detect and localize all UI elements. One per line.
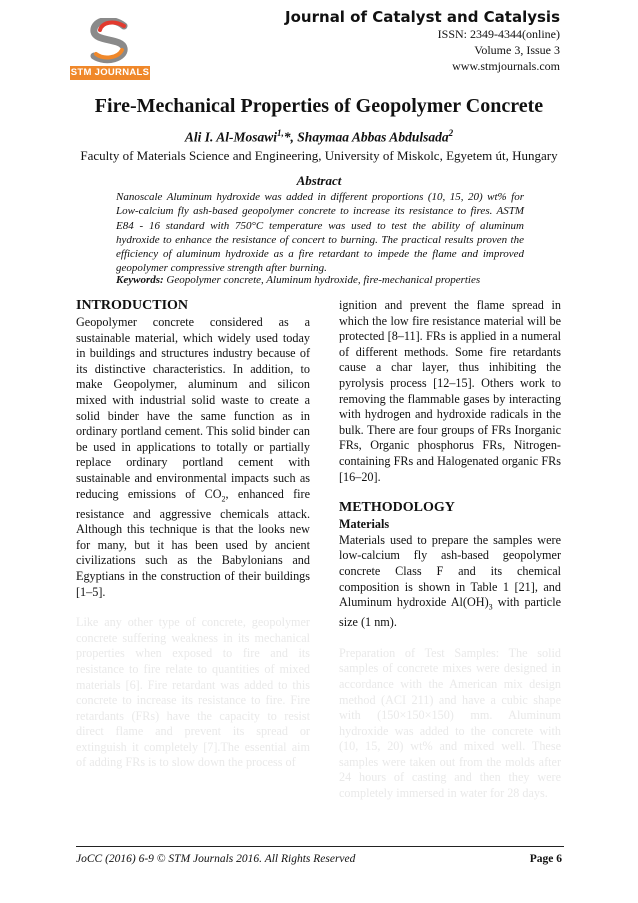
right-column bbox=[339, 298, 561, 802]
left-column bbox=[76, 298, 310, 771]
materials-heading: Materials bbox=[339, 517, 390, 532]
volume-issue: Volume 3, Issue 3 bbox=[474, 43, 560, 57]
intro-text-part-2: , enhanced fire resistance and aggressive chemicals attack. Although this technique is that the looks new for many, but it has been used by ancient civilizations such as the Babylonians and Egyptians in the construction of their buildings [1–5]. bbox=[76, 486, 310, 599]
methodology-heading: METHODOLOGY bbox=[339, 500, 455, 516]
publisher-logo bbox=[70, 18, 150, 84]
author-1-affil: 1, bbox=[277, 128, 284, 138]
logo-brand-text: STM JOURNALS bbox=[70, 67, 150, 78]
page-number: Page 6 bbox=[529, 853, 562, 865]
faded-paragraph-left: Like any other type of concrete, geopolymer concrete suffering weakness in its mechanical properties when exposed to fire and its resistance to fire relate to quantities of mixed materials [6]. Fire retardant was added to this concrete to increase its resistance to fire. Fire retardants (FRs) have the capacity to resist direct flame and prevent its spread or extinguish it completely [7].The essential aim of adding FRs is to slow down the process of bbox=[76, 615, 310, 770]
affiliation: Faculty of Materials Science and Engineering, University of Miskolc, Egyetem út, Hungary bbox=[80, 148, 558, 163]
authors bbox=[0, 128, 638, 146]
introduction-paragraph bbox=[76, 315, 310, 600]
author-1: Ali I. Al-Mosawi bbox=[184, 129, 278, 145]
intro-text-part-1: Geopolymer concrete considered as a sustainable material, which widely used today in buildings and structures industry because of its distinctive characteristics. In addition, to make Geopolymer, aluminum and silicon mixed with industrial solid waste to create a solid binder have the same function as in ordinary portland cement. This solid binder can be used in applications to totally or partially replace ordinary portland cement with sustainable and environmental impacts such as reducing emissions of CO bbox=[76, 315, 310, 501]
journal-title: Journal of Catalyst and Catalysis bbox=[285, 8, 560, 26]
abstract-heading: Abstract bbox=[296, 173, 342, 188]
introduction-heading: INTRODUCTION bbox=[76, 298, 189, 313]
website-link[interactable]: www.stmjournals.com bbox=[452, 59, 560, 73]
keywords bbox=[116, 274, 546, 286]
co2-subscript: 2 bbox=[221, 493, 226, 503]
keywords-label: Keywords: bbox=[116, 274, 164, 286]
materials-text-part-2: with particle size (1 nm). bbox=[339, 595, 561, 630]
materials-paragraph bbox=[339, 533, 561, 631]
faded-paragraph-right: Preparation of Test Samples: The solid samples of concrete mixes were designed in accordance with the American mix design method (ACI 211) and have a cubic shape with (150×150×150) mm. Aluminum hydroxide was added to the concrete with (10, 15, 20) wt% and mixed well. These samples were taken out from the molds after 24 hours of casting and then they were completely immersed in water for 28 days. bbox=[339, 645, 561, 801]
footer-divider bbox=[76, 846, 564, 847]
paper-title: Fire-Mechanical Properties of Geopolymer Concrete bbox=[94, 95, 544, 117]
author-2: *, Shaymaa Abbas Abdulsada bbox=[283, 129, 449, 145]
stm-logo-icon bbox=[84, 18, 136, 64]
author-2-affil: 2 bbox=[448, 128, 454, 138]
keywords-text: Geopolymer concrete, Aluminum hydroxide, fire-mechanical properties bbox=[166, 274, 481, 286]
introduction-continued: ignition and prevent the flame spread in which the low fire resistance material will be protected [8–11]. FRs is applied in a numeral of different methods. Some fire retardants cause a char layer, thus inhibiting the pyrolysis process [12–15]. Others work to removing the flammable gases by interacting with hydrogen and hydroxide radicals in the bulk. There are four groups of FRs Inorganic FRs, Organic phosphorus FRs, Nitrogen-containing FRs and Halogenated organic FRs [16–20]. bbox=[339, 298, 561, 484]
issn: ISSN: 2349-4344(online) bbox=[437, 27, 560, 41]
abstract-text: Nanoscale Aluminum hydroxide was added in different proportions (10, 15, 20) wt% for Low-calcium fly ash-based geopolymer concrete to increase its resistance to fires. ASTM E84 - 16 standard with 750°C temperature was used to test the ability of aluminum hydroxide to enhance the resistance of concert to burning. The practical results proven the efficiency of aluminum hydroxide as a fire retardant to impede the flame and improved geopolymer compressive strength after burning. bbox=[116, 191, 524, 275]
footer-citation: JoCC (2016) 6-9 © STM Journals 2016. All Rights Reserved bbox=[76, 853, 356, 865]
aloh3-subscript: 3 bbox=[488, 602, 493, 612]
journal-header bbox=[285, 8, 560, 74]
materials-text-part-1: Materials used to prepare the samples were low-calcium fly ash-based geopolymer concrete Class F and its chemical composition is shown in Table 1 [21], and Aluminum hydroxide Al(OH) bbox=[339, 532, 561, 610]
